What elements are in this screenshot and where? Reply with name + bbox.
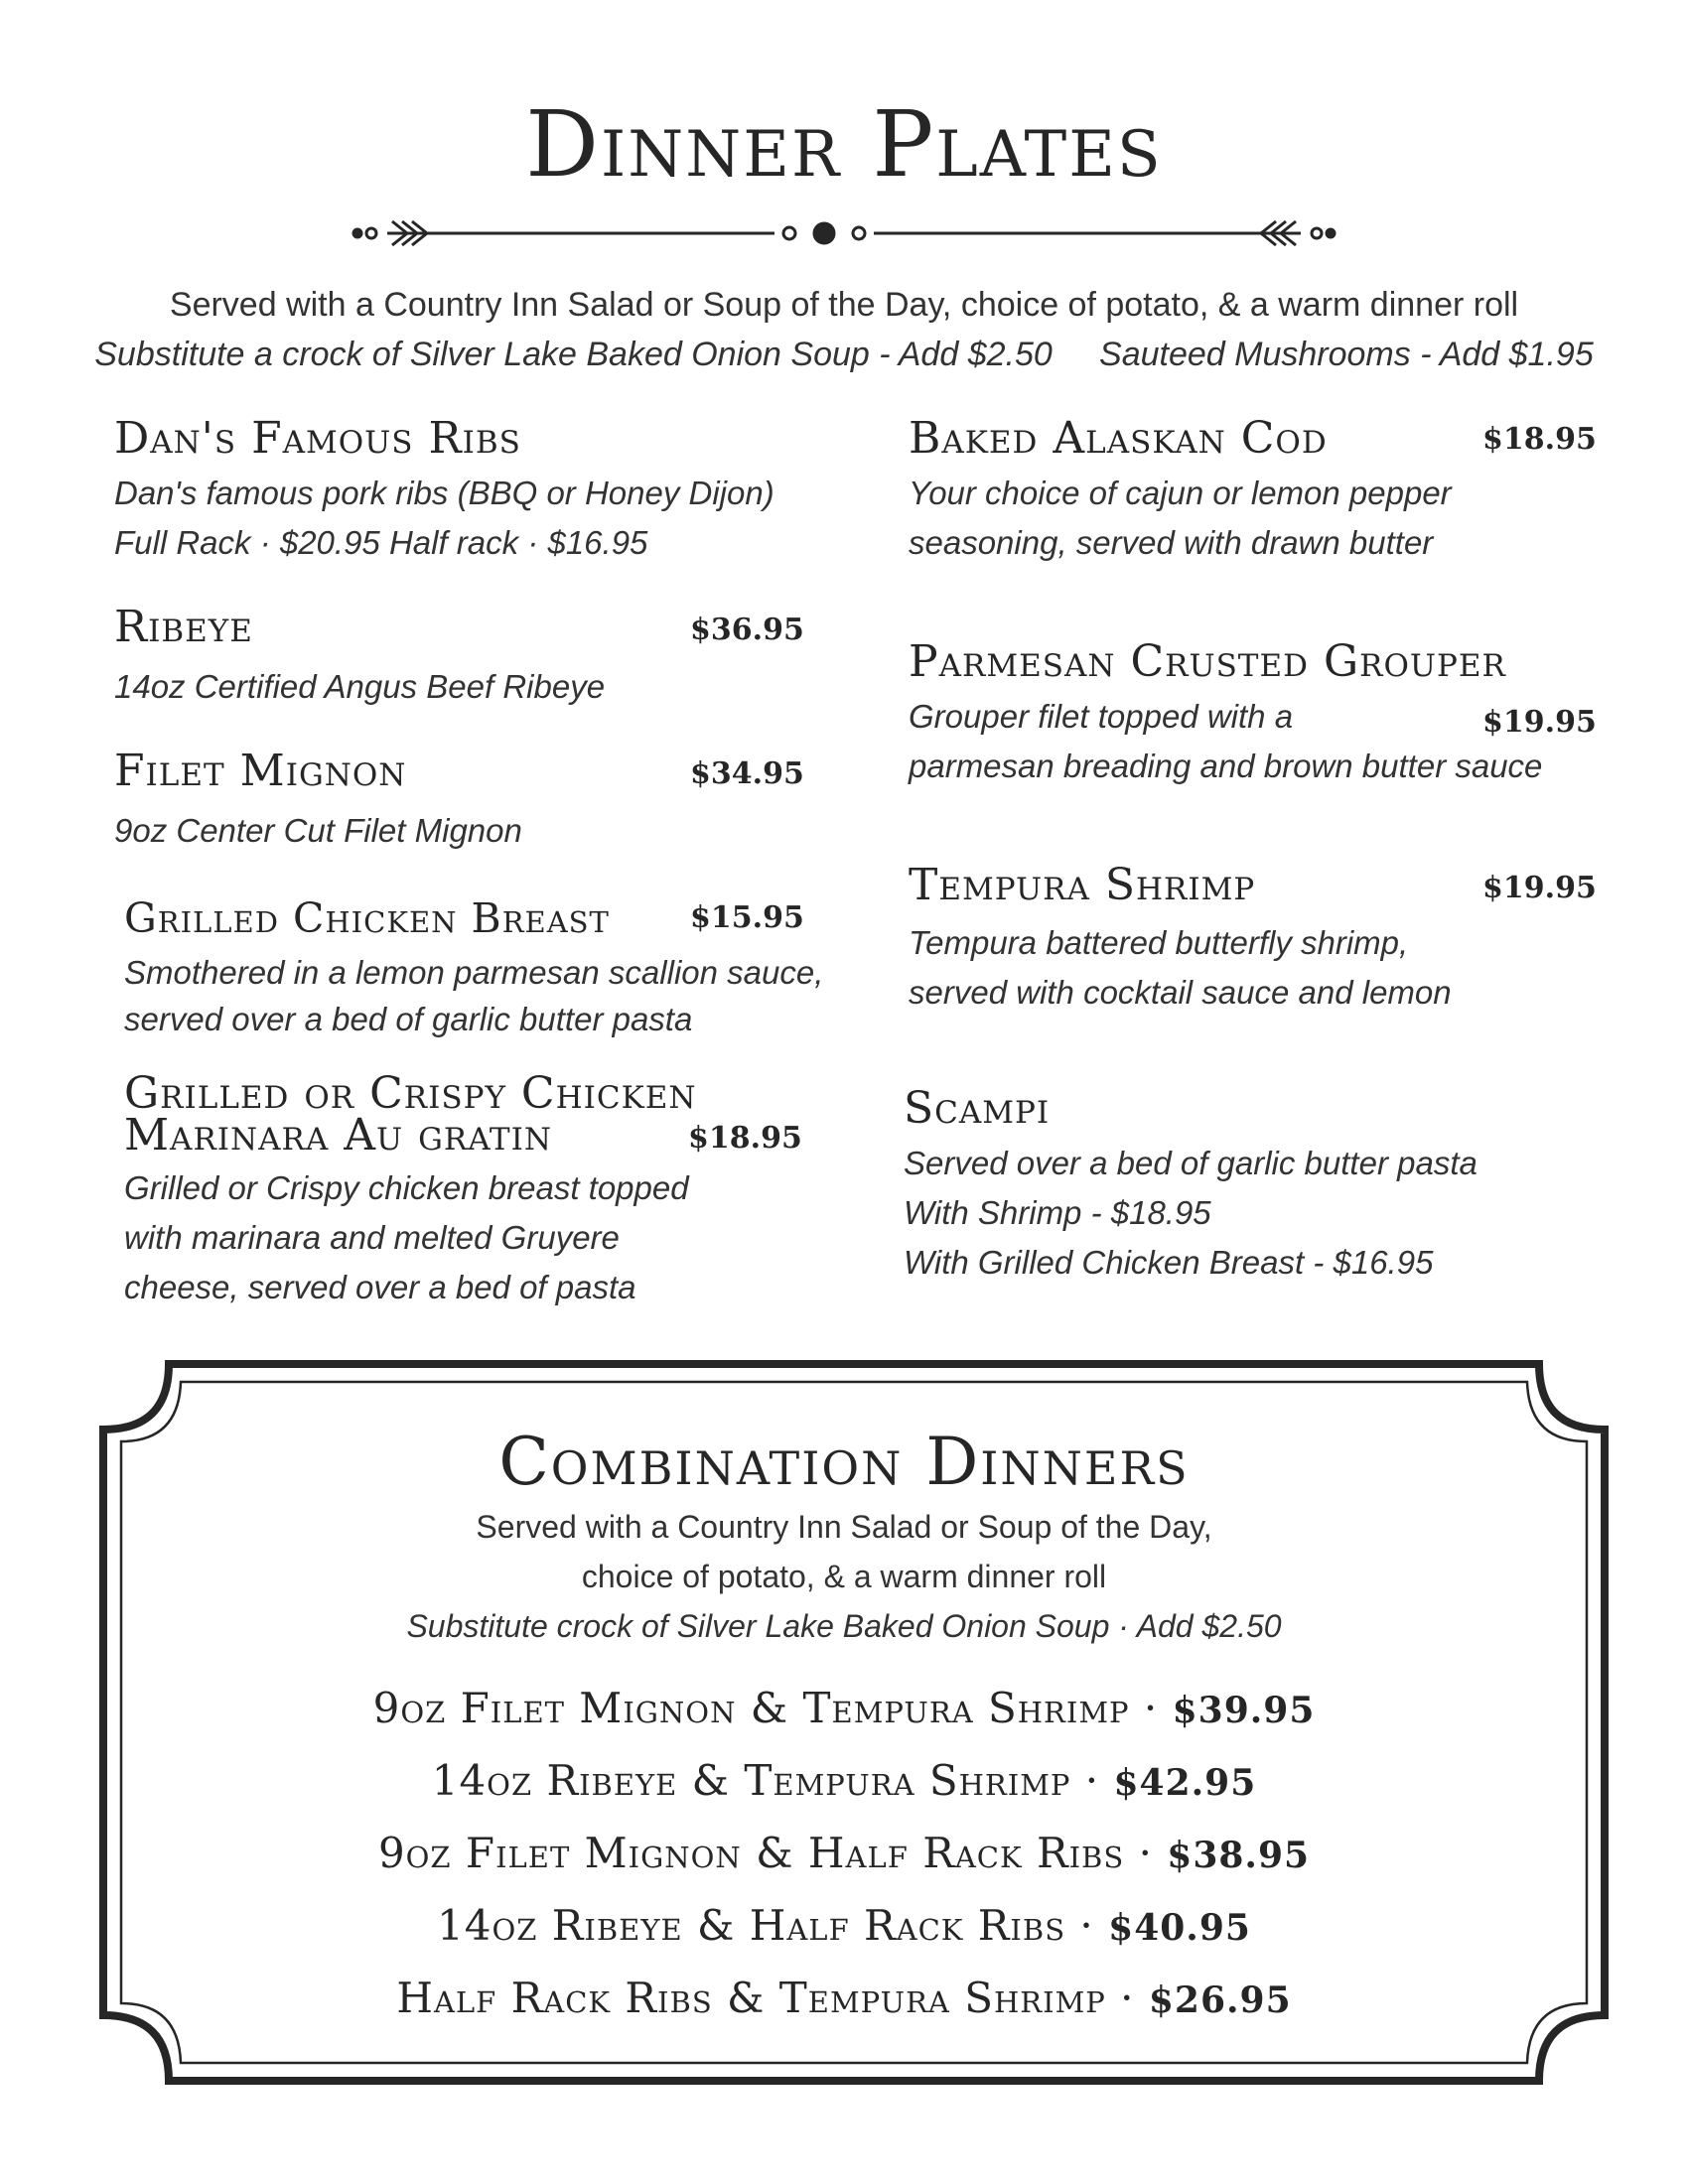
dish-price: $18.95 (1482, 422, 1597, 457)
dish-desc: seasoning, served with drawn butter (909, 524, 1434, 561)
combo-item-price: $42.95 (1113, 1762, 1257, 1804)
combo-subtitle: Served with a Country Inn Salad or Soup of the Day, (476, 1509, 1212, 1545)
dish-desc: served over a bed of garlic butter pasta (124, 1001, 693, 1037)
combo-item: 14oz Ribeye & Tempura Shrimp · $42.95 (431, 1756, 1257, 1805)
combo-item-name: 9oz Filet Mignon & Half Rack Ribs (377, 1829, 1125, 1877)
dish-desc: Served over a bed of garlic butter pasta (904, 1145, 1477, 1181)
dish-name-line2: Marinara Au gratin (124, 1110, 552, 1160)
combo-item-price: $26.95 (1148, 1979, 1292, 2021)
dish-desc: cheese, served over a bed of pasta (124, 1269, 636, 1305)
dish-desc: served with cocktail sauce and lemon (909, 974, 1452, 1011)
intro-soup-substitute: Substitute a crock of Silver Lake Baked Onion Soup - Add $2.50 (94, 336, 1053, 373)
dish-price: $36.95 (690, 613, 804, 647)
dish-price: $19.95 (1482, 871, 1597, 905)
dish-desc: Dan's famous pork ribs (BBQ or Honey Dijon) (114, 475, 774, 511)
dish-desc: Grilled or Crispy chicken breast topped (124, 1169, 689, 1206)
dish-desc: 14oz Certified Angus Beef Ribeye (114, 668, 606, 705)
combo-item-price: $38.95 (1167, 1835, 1311, 1876)
dish-name: Filet Mignon (114, 746, 407, 796)
combo-soup-substitute: Substitute crock of Silver Lake Baked Onion Soup · Add $2.50 (406, 1608, 1282, 1644)
combo-item-name: Half Rack Ribs & Tempura Shrimp (396, 1974, 1106, 2022)
combo-subtitle: choice of potato, & a warm dinner roll (581, 1559, 1107, 1594)
dish-desc: With Grilled Chicken Breast - $16.95 (904, 1244, 1434, 1281)
dish-name: Scampi (904, 1083, 1051, 1134)
dish-price: $18.95 (688, 1121, 802, 1156)
intro-mushrooms: Sauteed Mushrooms - Add $1.95 (1099, 336, 1594, 373)
combo-item: Half Rack Ribs & Tempura Shrimp · $26.95 (396, 1974, 1292, 2022)
dish-price: $34.95 (690, 756, 804, 791)
dish-prices: Full Rack · $20.95 Half rack · $16.95 (114, 524, 648, 561)
dish-name: Grilled or Crispy Chicken (124, 1068, 697, 1119)
combo-item-name: 14oz Ribeye & Half Rack Ribs (437, 1901, 1066, 1950)
combo-item-price: $39.95 (1172, 1690, 1316, 1731)
dish-price: $19.95 (1482, 705, 1597, 740)
dish-desc: With Shrimp - $18.95 (904, 1194, 1211, 1231)
dish-desc: 9oz Center Cut Filet Mignon (114, 812, 522, 849)
combo-item-name: 9oz Filet Mignon & Tempura Shrimp (372, 1684, 1130, 1732)
dish-desc: Your choice of cajun or lemon pepper (909, 475, 1452, 511)
combo-item: 14oz Ribeye & Half Rack Ribs · $40.95 (437, 1901, 1251, 1950)
intro-line: Served with a Country Inn Salad or Soup of the Day, choice of potato, & a warm dinner roll (169, 286, 1519, 324)
combo-title: Combination Dinners (498, 1424, 1190, 1500)
combo-item-price: $40.95 (1108, 1907, 1251, 1949)
ornamental-divider (348, 213, 1340, 253)
dish-desc: parmesan breading and brown butter sauce (909, 748, 1543, 784)
page-title: Dinner Plates (525, 91, 1163, 198)
dish-name: Ribeye (114, 602, 253, 652)
combo-item: 9oz Filet Mignon & Tempura Shrimp · $39.95 (372, 1684, 1316, 1732)
dish-name: Grilled Chicken Breast (124, 894, 610, 942)
dish-name: Dan's Famous Ribs (114, 413, 521, 464)
combo-item: 9oz Filet Mignon & Half Rack Ribs · $38.95 (377, 1829, 1311, 1877)
dish-desc: Tempura battered butterfly shrimp, (909, 924, 1409, 961)
intro-substitutes (0, 338, 1688, 371)
dish-name: Baked Alaskan Cod (909, 413, 1328, 464)
dish-name: Parmesan Crusted Grouper (909, 636, 1506, 687)
dish-name: Tempura Shrimp (909, 860, 1256, 910)
dish-desc: with marinara and melted Gruyere (124, 1219, 620, 1256)
dish-desc: Grouper filet topped with a (909, 698, 1294, 735)
dish-desc: Smothered in a lemon parmesan scallion sauce, (124, 954, 824, 991)
combo-item-name: 14oz Ribeye & Tempura Shrimp (431, 1756, 1071, 1805)
dish-price: $15.95 (690, 900, 804, 935)
